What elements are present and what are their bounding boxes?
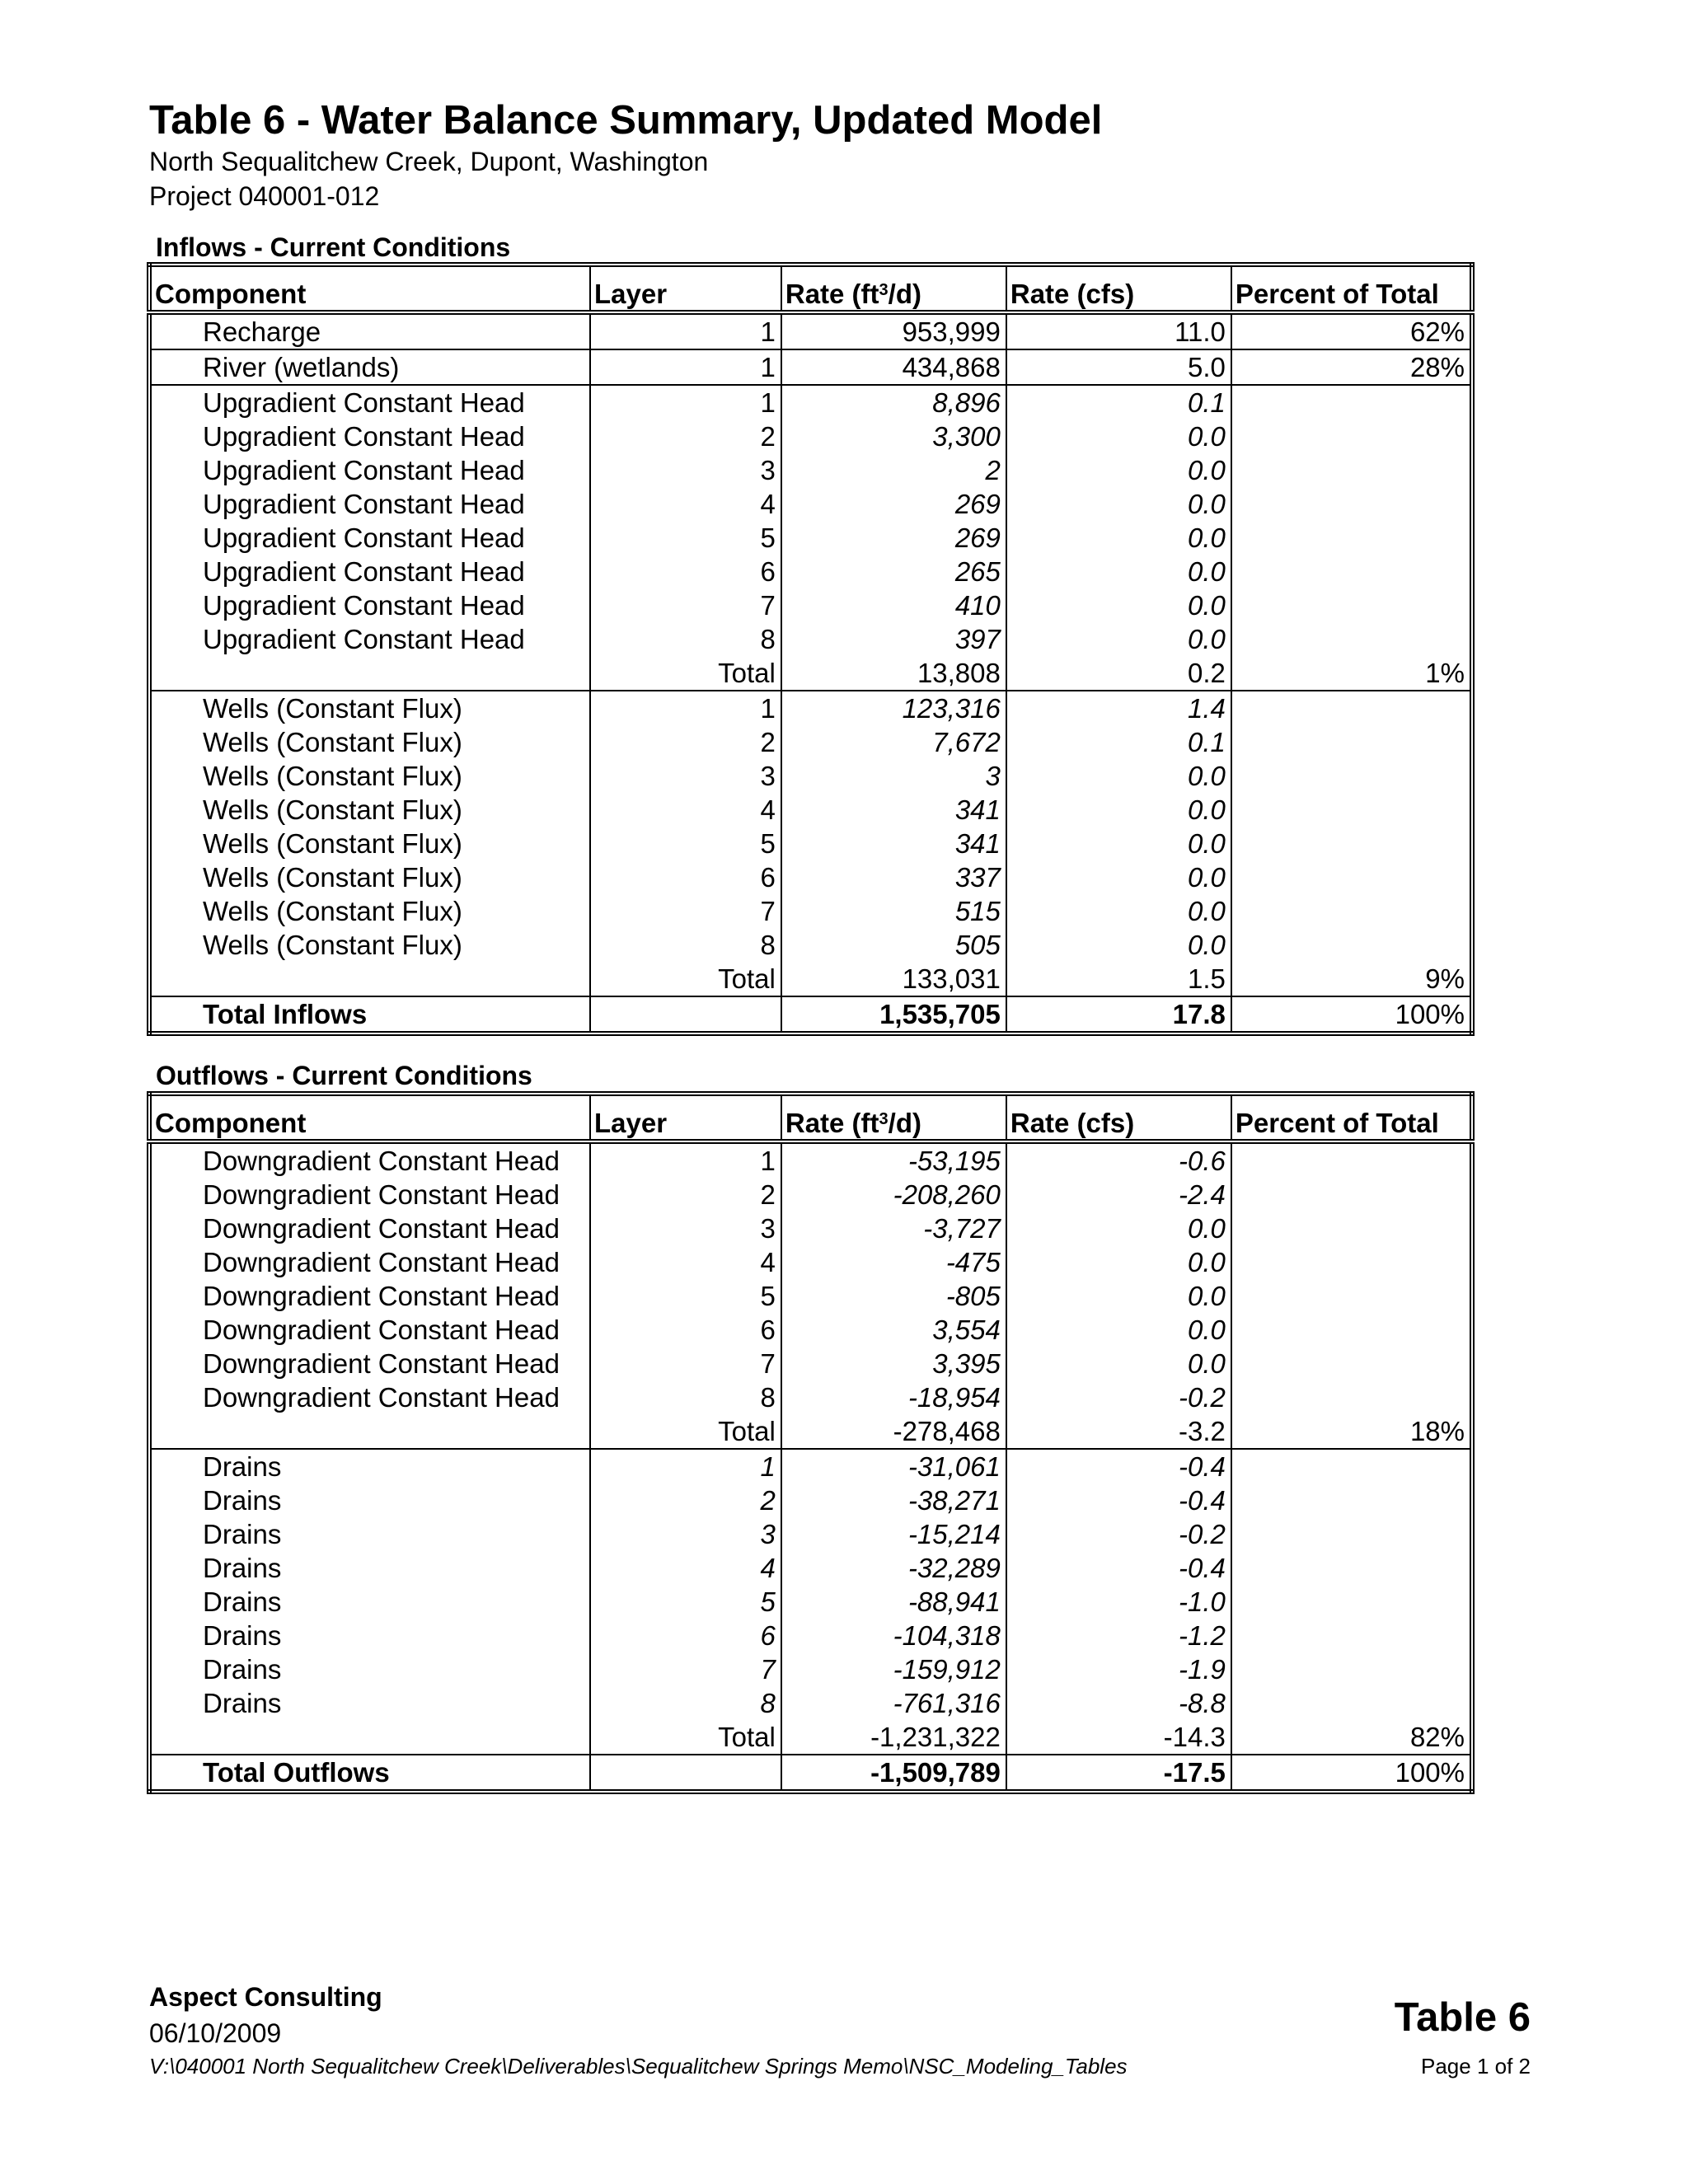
cell-rate-ft3d: 505	[781, 928, 1006, 962]
cell-component: Wells (Constant Flux)	[203, 794, 462, 825]
cell-rate-cfs: 0.0	[1006, 1245, 1231, 1279]
cell-percent	[1231, 1178, 1472, 1212]
cell-layer: 7	[590, 1347, 781, 1380]
cell-rate-ft3d: 3,395	[781, 1347, 1006, 1380]
cell-layer: 6	[590, 1619, 781, 1652]
cell-layer: 3	[590, 1212, 781, 1245]
cell-component: Drains	[203, 1620, 282, 1651]
cell-component: Upgradient Constant Head	[149, 385, 590, 419]
cell-component: Drains	[203, 1654, 282, 1685]
cell-percent	[1231, 860, 1472, 894]
cell-rate-ft3d: -31,061	[781, 1449, 1006, 1483]
cell-layer: 4	[590, 1245, 781, 1279]
cell-component: Drains	[203, 1519, 282, 1549]
cell-layer: 2	[590, 1483, 781, 1517]
cell-percent	[1231, 1652, 1472, 1686]
cell-rate-ft3d: -15,214	[781, 1517, 1006, 1551]
cell-layer	[590, 1755, 781, 1792]
cell-component: Upgradient Constant Head	[203, 455, 525, 485]
cell-rate-cfs: -0.6	[1006, 1141, 1231, 1178]
cell-rate-ft3d: -159,912	[781, 1652, 1006, 1686]
cell-rate-cfs: 0.0	[1006, 622, 1231, 656]
cell-layer: 8	[590, 622, 781, 656]
cell-layer: 2	[590, 419, 781, 453]
cell-percent	[1231, 827, 1472, 860]
cell-rate-cfs: -2.4	[1006, 1178, 1231, 1212]
cell-component: Wells (Constant Flux)	[203, 896, 462, 926]
cell-rate-cfs: 0.0	[1006, 759, 1231, 793]
cell-component: Upgradient Constant Head	[203, 421, 525, 452]
cell-rate-cfs: -1.2	[1006, 1619, 1231, 1652]
inflows-table	[147, 262, 1475, 1036]
cell-rate-ft3d: 3,554	[781, 1313, 1006, 1347]
cell-rate-ft3d: 410	[781, 588, 1006, 622]
cell-component: Recharge	[203, 316, 321, 347]
col-header-layer: Layer	[590, 1094, 781, 1141]
table-row	[149, 759, 1472, 793]
cell-percent	[1231, 1279, 1472, 1313]
cell-layer: 5	[590, 1585, 781, 1619]
table-row	[149, 1585, 1472, 1619]
table-row	[149, 555, 1472, 588]
cell-component	[149, 1414, 590, 1449]
cell-rate-cfs: 0.0	[1006, 1347, 1231, 1380]
cell-layer: 2	[590, 1178, 781, 1212]
table-row	[149, 385, 1472, 419]
cell-rate-ft3d: -208,260	[781, 1178, 1006, 1212]
cell-rate-cfs: -8.8	[1006, 1686, 1231, 1720]
cell-layer: 6	[590, 1313, 781, 1347]
table-row	[149, 1212, 1472, 1245]
table-row	[149, 827, 1472, 860]
cell-rate-cfs: 0.0	[1006, 1212, 1231, 1245]
cell-layer: 8	[590, 1380, 781, 1414]
cell-component: Wells (Constant Flux)	[203, 693, 462, 724]
cell-rate-ft3d: 2	[781, 453, 1006, 487]
cell-component: Upgradient Constant Head	[203, 489, 525, 519]
location-subtitle: North Sequalitchew Creek, Dupont, Washington	[149, 147, 709, 176]
cell-percent: 1%	[1231, 656, 1472, 691]
cell-layer: 7	[590, 588, 781, 622]
cell-component: Downgradient Constant Head	[203, 1146, 560, 1176]
cell-component: Wells (Constant Flux)	[203, 828, 462, 859]
cell-component	[149, 962, 590, 996]
cell-rate-cfs: 17.8	[1006, 996, 1231, 1033]
cell-percent	[1231, 928, 1472, 962]
col-header-rate-cfs: Rate (cfs)	[1006, 1094, 1231, 1141]
cell-rate-ft3d: 341	[781, 793, 1006, 827]
cell-layer: 4	[590, 793, 781, 827]
cell-layer: 3	[590, 1517, 781, 1551]
cell-rate-cfs: -0.4	[1006, 1449, 1231, 1483]
cell-component: Drains	[203, 1688, 282, 1718]
table-row	[149, 860, 1472, 894]
table-row	[149, 1652, 1472, 1686]
cell-percent: 100%	[1231, 1755, 1472, 1792]
cell-percent	[1231, 1347, 1472, 1380]
col-header-layer: Layer	[590, 265, 781, 312]
cell-rate-ft3d: -278,468	[781, 1414, 1006, 1449]
grand-total-row	[149, 996, 1472, 1033]
cell-layer: 5	[590, 521, 781, 555]
table-row	[149, 349, 1472, 385]
inflows-section-title: Inflows - Current Conditions	[156, 232, 511, 262]
cell-rate-ft3d: 13,808	[781, 656, 1006, 691]
cell-rate-ft3d: 515	[781, 894, 1006, 928]
cell-rate-cfs: 1.4	[1006, 691, 1231, 725]
cell-rate-cfs: -0.4	[1006, 1551, 1231, 1585]
cell-rate-cfs: -0.4	[1006, 1483, 1231, 1517]
cell-layer: 6	[590, 555, 781, 588]
table-row	[149, 419, 1472, 453]
cell-rate-ft3d: -104,318	[781, 1619, 1006, 1652]
cell-percent	[1231, 588, 1472, 622]
cell-total-label: Total	[590, 962, 781, 996]
cell-rate-ft3d: -3,727	[781, 1212, 1006, 1245]
table-row	[149, 1279, 1472, 1313]
page-title: Table 6 - Water Balance Summary, Updated Model	[149, 98, 1103, 143]
cell-rate-ft3d: -1,231,322	[781, 1720, 1006, 1755]
cell-rate-ft3d: 341	[781, 827, 1006, 860]
cell-rate-ft3d: 123,316	[781, 691, 1006, 725]
cell-component: Drains	[203, 1586, 282, 1617]
cell-component: Downgradient Constant Head	[203, 1247, 560, 1277]
cell-total-label: Total	[590, 656, 781, 691]
cell-total-label: Total	[590, 1414, 781, 1449]
cell-rate-cfs: 0.2	[1006, 656, 1231, 691]
cell-rate-cfs: -0.2	[1006, 1517, 1231, 1551]
grand-total-row	[149, 1755, 1472, 1792]
cell-percent	[1231, 1212, 1472, 1245]
cell-layer: 1	[590, 349, 781, 385]
cell-component: Upgradient Constant Head	[203, 590, 525, 621]
cell-rate-ft3d: 3	[781, 759, 1006, 793]
cell-rate-cfs: -14.3	[1006, 1720, 1231, 1755]
cell-rate-cfs: 0.0	[1006, 827, 1231, 860]
cell-percent	[1231, 419, 1472, 453]
table-row	[149, 1517, 1472, 1551]
cell-layer: 5	[590, 1279, 781, 1313]
cell-rate-cfs: 0.0	[1006, 793, 1231, 827]
cell-component: Wells (Constant Flux)	[203, 930, 462, 960]
table-row	[149, 725, 1472, 759]
cell-percent	[1231, 1483, 1472, 1517]
cell-rate-cfs: 0.0	[1006, 860, 1231, 894]
cell-component: Downgradient Constant Head	[203, 1315, 560, 1345]
cell-rate-cfs: 0.1	[1006, 385, 1231, 419]
cell-component: Upgradient Constant Head	[203, 624, 525, 654]
outflows-section-title: Outflows - Current Conditions	[156, 1061, 532, 1090]
cell-percent	[1231, 487, 1472, 521]
cell-rate-cfs: 5.0	[1006, 349, 1231, 385]
cell-percent	[1231, 622, 1472, 656]
cell-component: Drains	[203, 1485, 282, 1516]
cell-component: Downgradient Constant Head	[203, 1348, 560, 1379]
cell-percent	[1231, 725, 1472, 759]
table-row	[149, 1380, 1472, 1414]
cell-rate-ft3d: -805	[781, 1279, 1006, 1313]
cell-component: Downgradient Constant Head	[203, 1281, 560, 1311]
cell-percent	[1231, 894, 1472, 928]
cell-rate-ft3d: 3,300	[781, 419, 1006, 453]
col-header-component: Component	[149, 265, 590, 312]
subtotal-row	[149, 1414, 1472, 1449]
table-row	[149, 1313, 1472, 1347]
cell-percent	[1231, 385, 1472, 419]
cell-rate-ft3d: 133,031	[781, 962, 1006, 996]
cell-layer: 7	[590, 1652, 781, 1686]
footer-table-label: Table 6	[1394, 1995, 1531, 2040]
cell-component: Drains	[203, 1451, 282, 1482]
cell-percent	[1231, 1551, 1472, 1585]
cell-rate-ft3d: 397	[781, 622, 1006, 656]
cell-rate-cfs: 0.0	[1006, 894, 1231, 928]
table-row	[149, 1347, 1472, 1380]
subtotal-row	[149, 962, 1472, 996]
cell-rate-ft3d: 265	[781, 555, 1006, 588]
cell-rate-cfs: 0.0	[1006, 1313, 1231, 1347]
cell-layer: 8	[590, 1686, 781, 1720]
table-row	[149, 622, 1472, 656]
table-row	[149, 487, 1472, 521]
cell-component: Drains	[203, 1553, 282, 1583]
table-row	[149, 453, 1472, 487]
table-row	[149, 894, 1472, 928]
cell-rate-cfs: 0.0	[1006, 588, 1231, 622]
col-header-component: Component	[149, 1094, 590, 1141]
outflows-table	[147, 1091, 1475, 1794]
cell-rate-ft3d: 337	[781, 860, 1006, 894]
table-header-row	[149, 265, 1472, 312]
cell-layer: 5	[590, 827, 781, 860]
cell-rate-cfs: 0.0	[1006, 555, 1231, 588]
cell-rate-ft3d: 953,999	[781, 312, 1006, 349]
table-row	[149, 1619, 1472, 1652]
cell-percent	[1231, 453, 1472, 487]
cell-percent	[1231, 1517, 1472, 1551]
cell-percent	[1231, 1380, 1472, 1414]
cell-percent	[1231, 1686, 1472, 1720]
footer-date: 06/10/2009	[149, 2018, 282, 2048]
cell-grand-total-label: Total Inflows	[149, 996, 590, 1033]
cell-rate-ft3d: 8,896	[781, 385, 1006, 419]
cell-component: Upgradient Constant Head	[203, 523, 525, 553]
cell-percent	[1231, 1141, 1472, 1178]
cell-percent: 100%	[1231, 996, 1472, 1033]
cell-rate-ft3d: -53,195	[781, 1141, 1006, 1178]
cell-component: Wells (Constant Flux)	[203, 761, 462, 791]
cell-rate-cfs: 0.0	[1006, 419, 1231, 453]
cell-component	[149, 1720, 590, 1755]
cell-rate-ft3d: 434,868	[781, 349, 1006, 385]
cell-rate-ft3d: -88,941	[781, 1585, 1006, 1619]
footer-file-path: V:\040001 North Sequalitchew Creek\Deliverables\Sequalitchew Springs Memo\NSC_Modeling_Tables	[149, 2054, 1128, 2079]
cell-percent	[1231, 1313, 1472, 1347]
cell-rate-cfs: 0.0	[1006, 1279, 1231, 1313]
cell-rate-cfs: 0.0	[1006, 521, 1231, 555]
table-row	[149, 691, 1472, 725]
cell-rate-cfs: 0.1	[1006, 725, 1231, 759]
cell-layer: 7	[590, 894, 781, 928]
footer-page-number: Page 1 of 2	[1421, 2054, 1531, 2079]
col-header-percent: Percent of Total	[1231, 265, 1472, 312]
table-row	[149, 1141, 1472, 1178]
cell-percent	[1231, 793, 1472, 827]
cell-layer: 1	[590, 385, 781, 419]
cell-percent	[1231, 555, 1472, 588]
cell-layer: 3	[590, 759, 781, 793]
cell-component: Upgradient Constant Head	[203, 556, 525, 587]
table-row	[149, 1178, 1472, 1212]
col-header-rate-ft3d: Rate $(ft^3/d)$	[781, 265, 1006, 312]
cell-percent	[1231, 1449, 1472, 1483]
col-header-rate-ft3d: Rate $(ft^3/d)$	[781, 1094, 1006, 1141]
cell-total-label: Total	[590, 1720, 781, 1755]
table-row	[149, 1245, 1472, 1279]
cell-layer: 2	[590, 725, 781, 759]
subtotal-row	[149, 1720, 1472, 1755]
table-header-row	[149, 1094, 1472, 1141]
cell-rate-cfs: -1.9	[1006, 1652, 1231, 1686]
cell-rate-ft3d: 1,535,705	[781, 996, 1006, 1033]
cell-rate-ft3d: -38,271	[781, 1483, 1006, 1517]
cell-percent	[1231, 1619, 1472, 1652]
cell-component	[149, 656, 590, 691]
table-row	[149, 1551, 1472, 1585]
table-row	[149, 521, 1472, 555]
cell-percent	[1231, 1245, 1472, 1279]
cell-component: River (wetlands)	[149, 349, 590, 385]
cell-component: Downgradient Constant Head	[203, 1382, 560, 1413]
cell-percent: 28%	[1231, 349, 1472, 385]
cell-percent	[1231, 759, 1472, 793]
cell-component: Wells (Constant Flux)	[203, 727, 462, 757]
cell-layer: 4	[590, 487, 781, 521]
cell-rate-cfs: 11.0	[1006, 312, 1231, 349]
cell-component: Wells (Constant Flux)	[203, 862, 462, 893]
cell-rate-ft3d: -18,954	[781, 1380, 1006, 1414]
cell-percent	[1231, 691, 1472, 725]
cell-layer: 4	[590, 1551, 781, 1585]
col-header-percent: Percent of Total	[1231, 1094, 1472, 1141]
cell-percent: 82%	[1231, 1720, 1472, 1755]
cell-rate-cfs: 0.0	[1006, 928, 1231, 962]
cell-percent: 62%	[1231, 312, 1472, 349]
cell-rate-cfs: 0.0	[1006, 453, 1231, 487]
table-row	[149, 928, 1472, 962]
cell-layer	[590, 996, 781, 1033]
cell-percent: 9%	[1231, 962, 1472, 996]
cell-rate-ft3d: -761,316	[781, 1686, 1006, 1720]
cell-layer: 1	[590, 1449, 781, 1483]
cell-grand-total-label: Total Outflows	[149, 1755, 590, 1792]
cell-rate-cfs: -0.2	[1006, 1380, 1231, 1414]
col-header-rate-cfs: Rate (cfs)	[1006, 265, 1231, 312]
cell-rate-cfs: 0.0	[1006, 487, 1231, 521]
footer-company: Aspect Consulting	[149, 1982, 382, 2012]
cell-rate-cfs: -1.0	[1006, 1585, 1231, 1619]
cell-component: Downgradient Constant Head	[203, 1213, 560, 1244]
cell-layer: 1	[590, 312, 781, 349]
cell-percent: 18%	[1231, 1414, 1472, 1449]
cell-rate-ft3d: 269	[781, 521, 1006, 555]
cell-percent	[1231, 1585, 1472, 1619]
cell-rate-ft3d: -475	[781, 1245, 1006, 1279]
cell-rate-cfs: -3.2	[1006, 1414, 1231, 1449]
table-row	[149, 1483, 1472, 1517]
cell-layer: 1	[590, 691, 781, 725]
table-row	[149, 312, 1472, 349]
cell-layer: 8	[590, 928, 781, 962]
project-number: Project 040001-012	[149, 181, 380, 211]
cell-rate-ft3d: -32,289	[781, 1551, 1006, 1585]
cell-rate-ft3d: 269	[781, 487, 1006, 521]
table-row	[149, 1686, 1472, 1720]
cell-layer: 3	[590, 453, 781, 487]
cell-rate-cfs: -17.5	[1006, 1755, 1231, 1792]
cell-rate-cfs: 1.5	[1006, 962, 1231, 996]
cell-component: Downgradient Constant Head	[203, 1179, 560, 1210]
subtotal-row	[149, 656, 1472, 691]
table-row	[149, 1449, 1472, 1483]
cell-layer: 6	[590, 860, 781, 894]
cell-percent	[1231, 521, 1472, 555]
table-row	[149, 588, 1472, 622]
cell-rate-ft3d: -1,509,789	[781, 1755, 1006, 1792]
cell-rate-ft3d: 7,672	[781, 725, 1006, 759]
table-row	[149, 793, 1472, 827]
cell-layer: 1	[590, 1141, 781, 1178]
